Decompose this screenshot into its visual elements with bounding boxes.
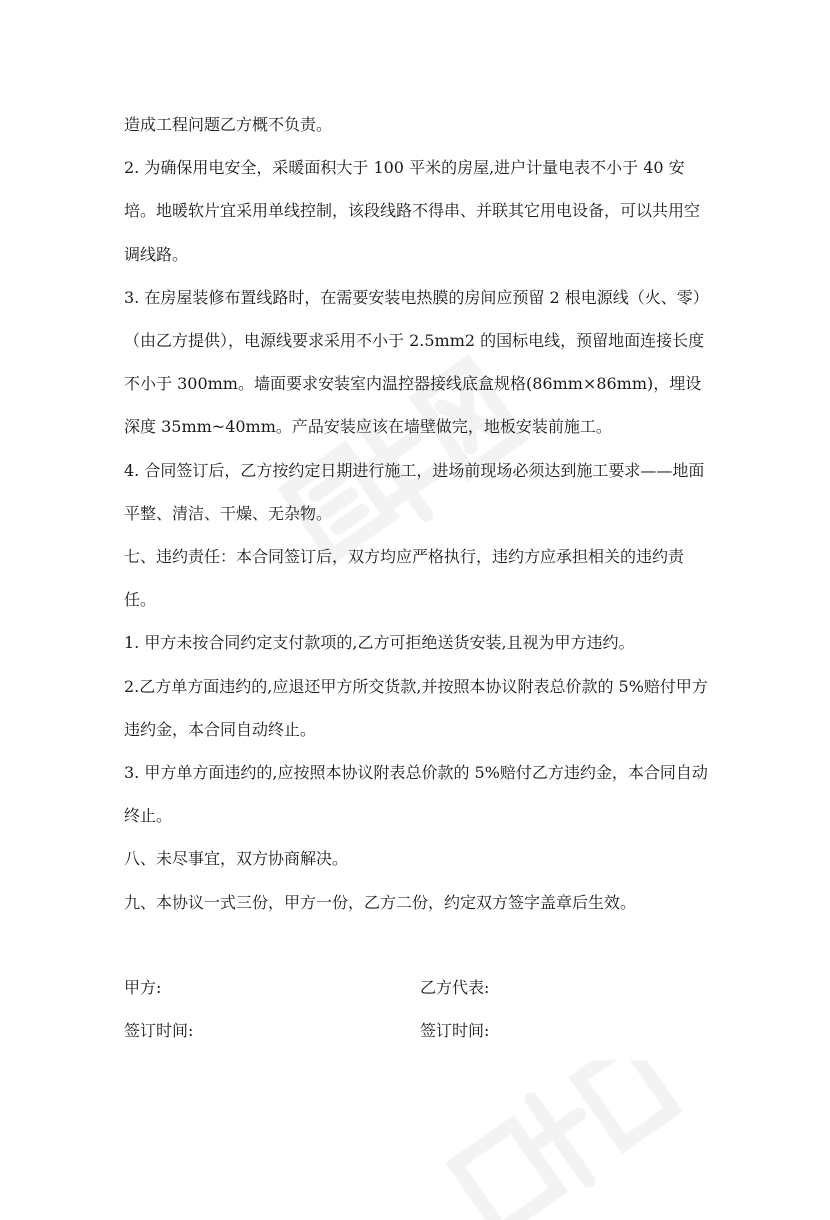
paragraph-clause-2: 2. 为确保用电安全，采暖面积大于 100 平米的房屋,进户计量电表不小于 40 安培。地暖软片宜采用单线控制，该段线路不得串、并联其它用电设备，可以共用空调线路。 bbox=[124, 158, 701, 264]
signature-row-parties bbox=[124, 966, 714, 1009]
signature-row-dates bbox=[124, 1009, 714, 1052]
paragraph-breach-3: 3. 甲方单方面违约的,应按照本协议附表总价款的 5%赔付乙方违约金，本合同自动终止。 bbox=[124, 763, 708, 826]
party-a-label: 甲方: bbox=[124, 978, 162, 997]
paragraph-section-7: 七、违约责任：本合同签订后，双方均应严格执行，违约方应承担相关的违约责任。 bbox=[124, 547, 685, 610]
sign-date-a-label: 签订时间: bbox=[124, 1021, 194, 1040]
paragraph-breach-2: 2.乙方单方面违约的,应退还甲方所交货款,并按照本协议附表总价款的 5%赔付甲方违约金，本合同自动终止。 bbox=[124, 676, 708, 739]
paragraph-clause-4: 4. 合同签订后，乙方按约定日期进行施工，进场前现场必须达到施工要求——地面平整、清洁、干燥、无杂物。 bbox=[124, 460, 705, 523]
party-b-label: 乙方代表: bbox=[420, 978, 490, 997]
contract-body bbox=[124, 103, 714, 924]
paragraph-clause-3: 3. 在房屋装修布置线路时，在需要安装电热膜的房间应预留 2 根电源线（火、零）（由乙方提供），电源线要求采用不小于 2.5mm2 的国标电线，预留地面连接长度不小于 300mm。墙面要求安装室内温控器接线底盒规格(86mm×86mm)，埋设深度 35mm~40mm。产品安装应该在墙壁做完，地板安装前施工。 bbox=[124, 287, 709, 437]
paragraph-section-8: 八、未尽事宜，双方协商解决。 bbox=[124, 849, 349, 869]
watermark-seal-bottom bbox=[430, 1060, 690, 1220]
paragraph-section-9: 九、本协议一式三份，甲方一份，乙方二份，约定双方签字盖章后生效。 bbox=[124, 892, 637, 912]
paragraph-continuation: 造成工程问题乙方概不负责。 bbox=[124, 115, 333, 134]
sign-date-b-label: 签订时间: bbox=[420, 1021, 490, 1040]
paragraph-breach-1: 1. 甲方未按合同约定支付款项的,乙方可拒绝送货安装,且视为甲方违约。 bbox=[124, 633, 635, 653]
